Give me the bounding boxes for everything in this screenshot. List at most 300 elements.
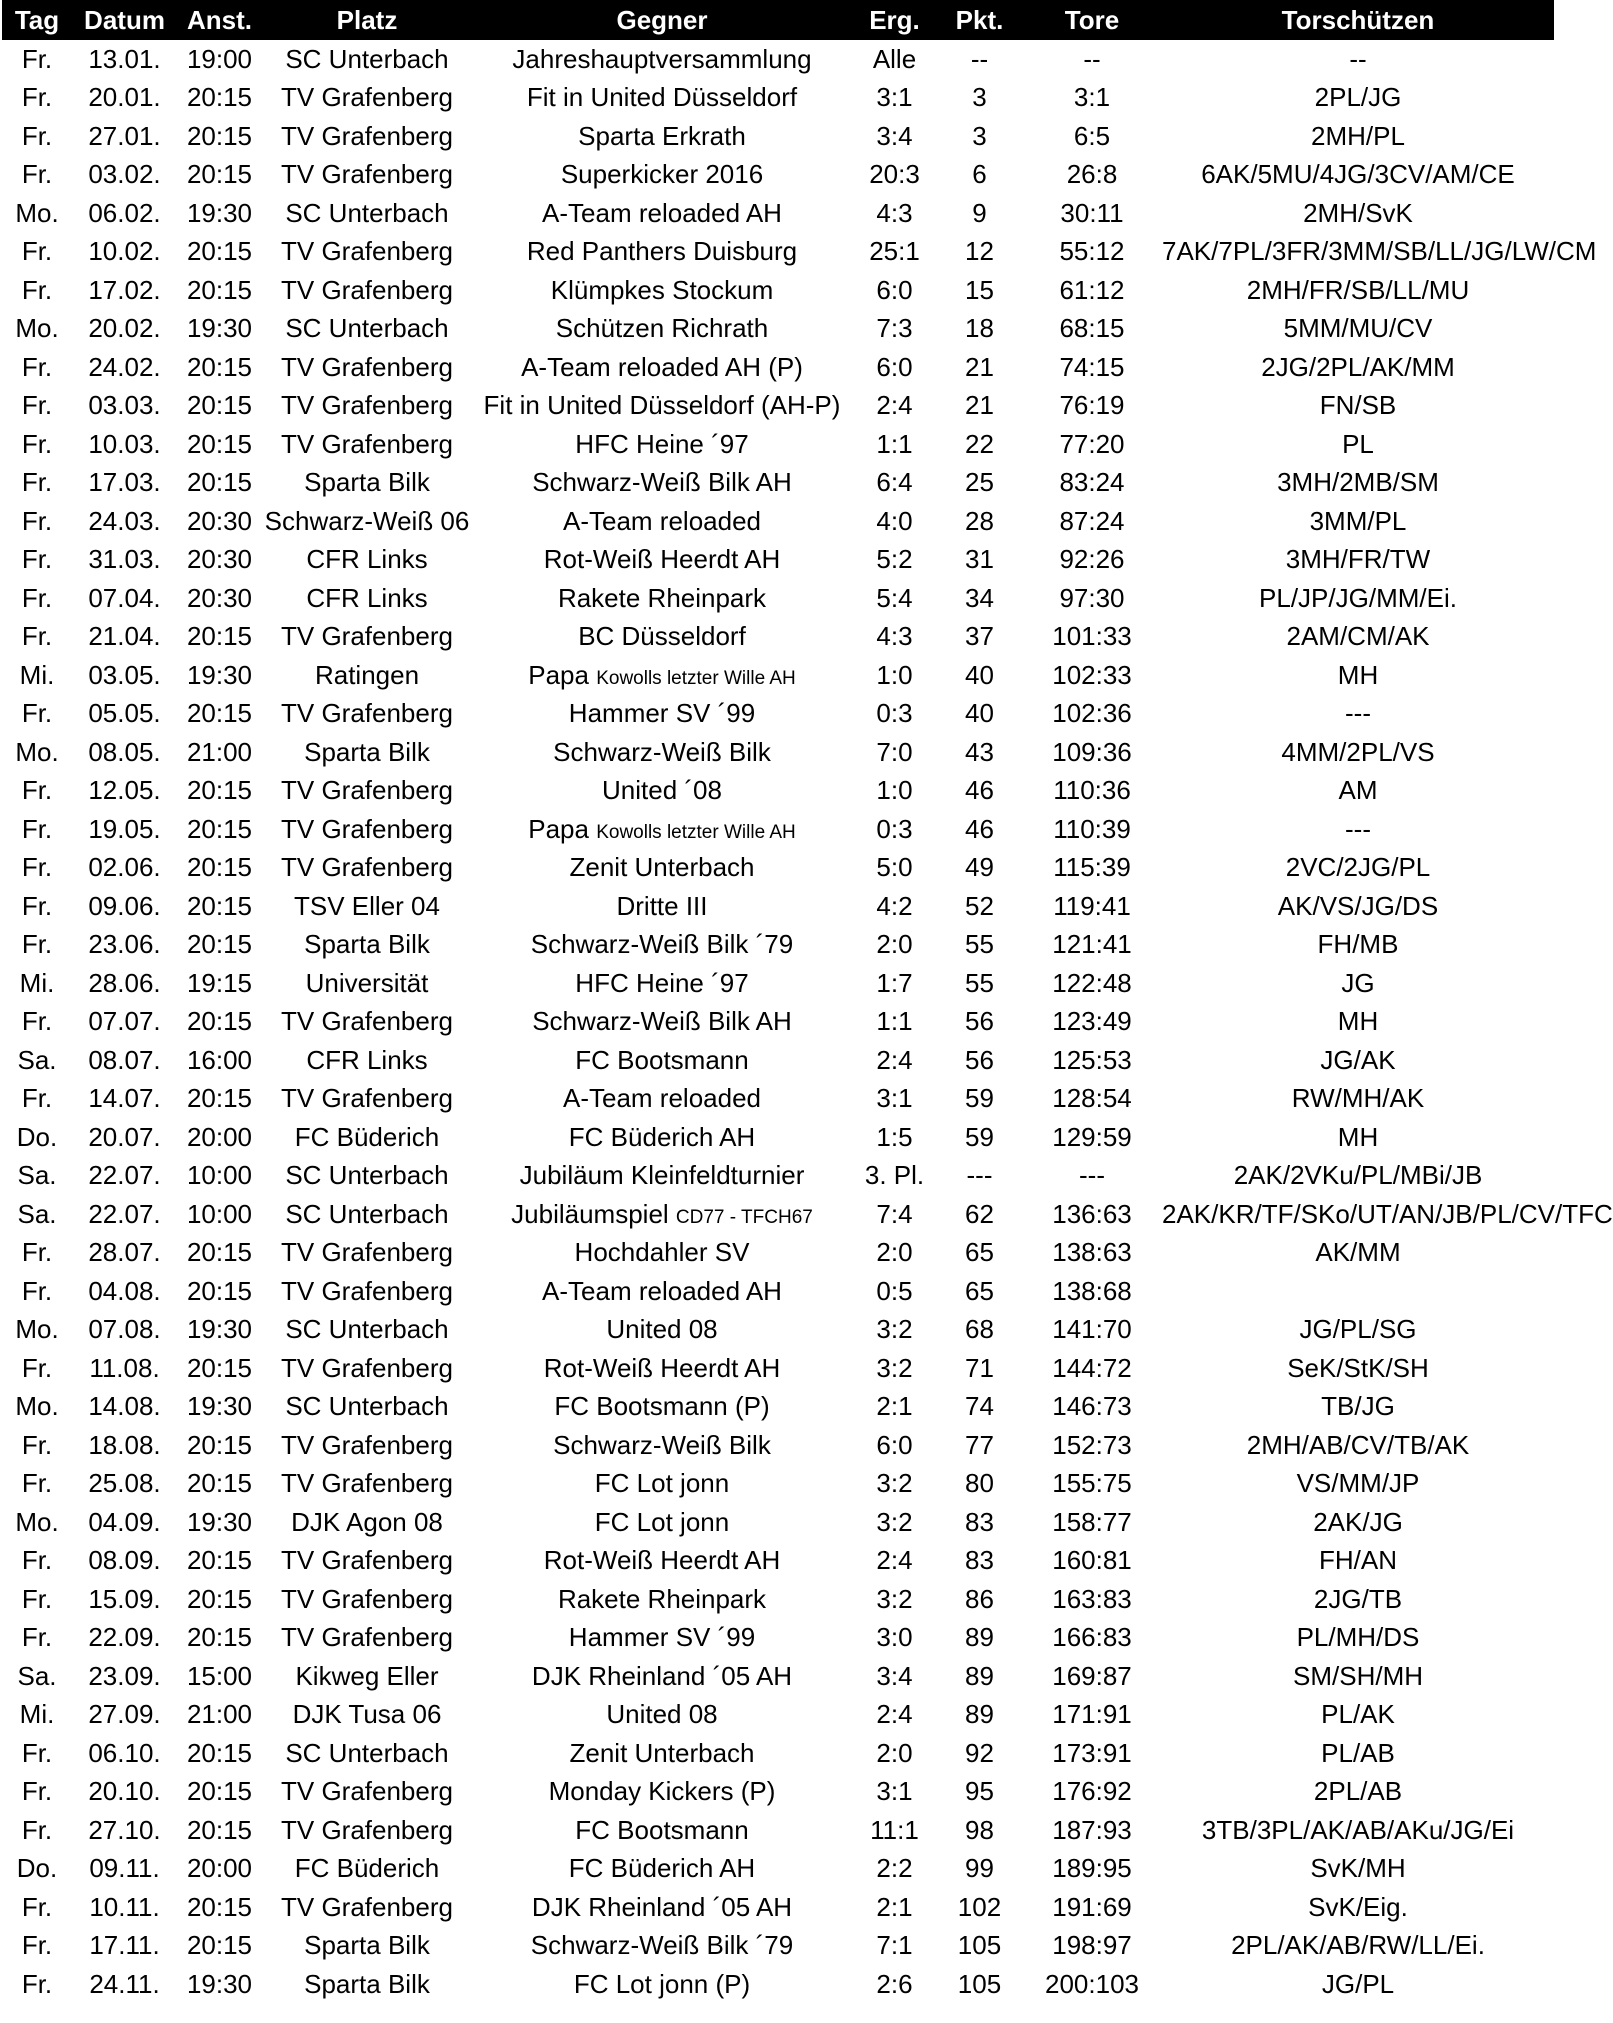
table-row <box>2 1157 1554 1196</box>
cell-datum: 31.03. <box>88 544 161 575</box>
cell-tore: 144:72 <box>1052 1352 1132 1383</box>
cell-tore: 138:68 <box>1052 1275 1132 1306</box>
cell-torschuetzen: 2PL/AB <box>1313 1776 1403 1807</box>
table-row <box>2 310 1554 349</box>
cell-erg: 5:2 <box>876 544 913 575</box>
cell-tore: 146:73 <box>1052 1391 1132 1422</box>
cell-anst: 20:15 <box>186 1083 253 1114</box>
cell-tag: Do. <box>16 1853 58 1884</box>
cell-torschuetzen: 5MM/MU/CV <box>1283 313 1433 344</box>
cell-platz: TV Grafenberg <box>281 1545 453 1576</box>
cell-gegner: Rakete Rheinpark <box>557 582 767 613</box>
cell-tag: Fr. <box>21 929 53 960</box>
cell-anst: 20:15 <box>186 82 253 113</box>
cell-datum: 02.06. <box>88 852 161 883</box>
cell-gegner: Schwarz-Weiß Bilk ´79 <box>530 1930 794 1961</box>
cell-tore: 101:33 <box>1052 621 1132 652</box>
cell-tore: 187:93 <box>1052 1814 1132 1845</box>
cell-pkt: 56 <box>965 1044 994 1075</box>
cell-tore: 110:36 <box>1053 775 1131 806</box>
cell-tore: 138:63 <box>1052 1237 1132 1268</box>
cell-platz: Schwarz-Weiß 06 <box>264 505 470 536</box>
cell-datum: 19.05. <box>88 813 161 844</box>
table-row <box>2 849 1554 888</box>
cell-tag: Fr. <box>21 1930 53 1961</box>
cell-torschuetzen: FN/SB <box>1319 390 1397 421</box>
cell-erg: 2:0 <box>876 1237 913 1268</box>
cell-erg: 2:4 <box>876 1699 913 1730</box>
gegner-small: Kowolls letzter Wille AH <box>596 821 796 843</box>
cell-torschuetzen: --- <box>1345 698 1371 729</box>
cell-platz: TSV Eller 04 <box>294 890 440 921</box>
cell-anst: 20:00 <box>186 1121 253 1152</box>
cell-erg: 3:2 <box>876 1583 913 1614</box>
cell-pkt: 6 <box>972 159 987 190</box>
table-row <box>2 964 1554 1003</box>
gegner-small: CD77 - TFCH67 <box>675 1206 813 1228</box>
cell-platz: SC Unterbach <box>285 1160 449 1191</box>
cell-platz: TV Grafenberg <box>281 1891 453 1922</box>
cell-tag: Fr. <box>21 1545 53 1576</box>
cell-platz: TV Grafenberg <box>281 1006 453 1037</box>
cell-gegner: Jubiläum Kleinfeldturnier <box>519 1160 805 1191</box>
cell-datum: 20.07. <box>88 1121 161 1152</box>
cell-pkt: 31 <box>965 544 994 575</box>
cell-tag: Fr. <box>21 621 53 652</box>
cell-gegner: FC Lot jonn (P) <box>573 1968 751 1999</box>
cell-erg: 6:0 <box>876 274 913 305</box>
cell-tag: Mo. <box>15 197 59 228</box>
cell-anst: 20:15 <box>186 929 253 960</box>
cell-platz: SC Unterbach <box>285 1391 449 1422</box>
cell-pkt: 18 <box>965 313 994 344</box>
cell-tag: Mi. <box>19 1699 55 1730</box>
cell-tag: Fr. <box>21 1468 53 1499</box>
cell-datum: 10.02. <box>88 236 161 267</box>
cell-erg: 7:3 <box>876 313 913 344</box>
cell-tore: 198:97 <box>1052 1930 1132 1961</box>
cell-torschuetzen: AK/MM <box>1315 1237 1401 1268</box>
cell-pkt: 92 <box>965 1737 994 1768</box>
cell-tag: Fr. <box>21 505 53 536</box>
cell-anst: 20:15 <box>186 1622 253 1653</box>
table-row <box>2 1272 1554 1311</box>
cell-tag: Fr. <box>21 159 53 190</box>
cell-anst: 20:15 <box>186 236 253 267</box>
cell-torschuetzen: 2AK/JG <box>1313 1506 1403 1537</box>
table-row <box>2 156 1554 195</box>
cell-erg: 2:0 <box>876 929 913 960</box>
table-row <box>2 1080 1554 1119</box>
cell-erg: 1:7 <box>876 967 913 998</box>
cell-erg: 3:2 <box>876 1352 913 1383</box>
cell-pkt: 22 <box>965 428 994 459</box>
cell-gegner: Zenit Unterbach <box>569 1737 755 1768</box>
cell-anst: 19:30 <box>186 1968 253 1999</box>
cell-erg: 5:0 <box>876 852 913 883</box>
cell-anst: 20:15 <box>186 1891 253 1922</box>
cell-torschuetzen: PL/AB <box>1321 1737 1395 1768</box>
cell-datum: 03.02. <box>88 159 161 190</box>
cell-pkt: 86 <box>965 1583 994 1614</box>
cell-torschuetzen: MH <box>1337 1006 1379 1037</box>
cell-tore: 74:15 <box>1059 351 1125 382</box>
cell-tore: 163:83 <box>1052 1583 1132 1614</box>
cell-platz: TV Grafenberg <box>281 1776 453 1807</box>
cell-platz: Universität <box>305 967 429 998</box>
table-row <box>2 425 1554 464</box>
cell-platz: SC Unterbach <box>285 1314 449 1345</box>
cell-torschuetzen: 2MH/FR/SB/LL/MU <box>1246 274 1470 305</box>
cell-anst: 19:00 <box>186 43 253 74</box>
cell-tore: 189:95 <box>1052 1853 1132 1884</box>
cell-erg: 3:2 <box>876 1506 913 1537</box>
cell-platz: TV Grafenberg <box>281 236 453 267</box>
cell-tag: Fr. <box>21 82 53 113</box>
cell-tore: 129:59 <box>1052 1121 1132 1152</box>
cell-gegner: FC Bootsmann <box>575 1814 749 1845</box>
cell-anst: 20:15 <box>186 621 253 652</box>
cell-platz: TV Grafenberg <box>281 852 453 883</box>
cell-tag: Mi. <box>19 659 55 690</box>
cell-erg: 2:6 <box>876 1968 913 1999</box>
cell-datum: 18.08. <box>88 1429 161 1460</box>
cell-pkt: 80 <box>965 1468 994 1499</box>
cell-datum: 03.05. <box>88 659 161 690</box>
cell-anst: 19:30 <box>186 659 253 690</box>
table-row <box>2 502 1554 541</box>
cell-torschuetzen: 2VC/2JG/PL <box>1285 852 1431 883</box>
cell-gegner: Zenit Unterbach <box>569 852 755 883</box>
header-row <box>2 0 1554 40</box>
cell-datum: 11.08. <box>89 1352 160 1383</box>
cell-tag: Fr. <box>21 236 53 267</box>
cell-datum: 25.08. <box>88 1468 161 1499</box>
cell-anst: 10:00 <box>186 1160 253 1191</box>
cell-erg: 3:2 <box>876 1468 913 1499</box>
cell-tore: 97:30 <box>1059 582 1125 613</box>
table-row <box>2 117 1554 156</box>
cell-platz: Sparta Bilk <box>304 467 430 498</box>
table-row <box>2 1811 1554 1850</box>
cell-tore: 77:20 <box>1059 428 1125 459</box>
cell-pkt: 46 <box>965 775 994 806</box>
cell-pkt: 25 <box>965 467 994 498</box>
table-row <box>2 79 1554 118</box>
cell-tag: Fr. <box>21 467 53 498</box>
cell-erg: 1:1 <box>876 1006 913 1037</box>
cell-anst: 20:15 <box>186 1930 253 1961</box>
cell-erg: 3:2 <box>876 1314 913 1345</box>
cell-gegner: Hammer SV ´99 <box>568 1622 756 1653</box>
cell-tag: Fr. <box>21 813 53 844</box>
cell-platz: TV Grafenberg <box>281 390 453 421</box>
cell-platz: TV Grafenberg <box>281 82 453 113</box>
cell-tag: Mi. <box>19 967 55 998</box>
cell-tag: Fr. <box>21 1776 53 1807</box>
cell-platz: TV Grafenberg <box>281 1237 453 1268</box>
table-row <box>2 271 1554 310</box>
gegner-main: Papa <box>528 659 589 690</box>
cell-gegner: Hammer SV ´99 <box>568 698 756 729</box>
cell-datum: 20.01. <box>88 82 161 113</box>
cell-torschuetzen: -- <box>1349 43 1367 74</box>
cell-datum: 17.03. <box>88 467 161 498</box>
cell-anst: 20:00 <box>186 1853 253 1884</box>
cell-platz: SC Unterbach <box>285 1737 449 1768</box>
cell-tag: Fr. <box>21 1583 53 1614</box>
cell-gegner: United 08 <box>606 1314 718 1345</box>
cell-gegner: A-Team reloaded AH (P) <box>521 351 803 382</box>
cell-datum: 17.11. <box>89 1930 160 1961</box>
cell-tag: Fr. <box>21 1891 53 1922</box>
cell-anst: 20:15 <box>186 1429 253 1460</box>
cell-anst: 19:30 <box>186 1391 253 1422</box>
cell-platz: DJK Agon 08 <box>291 1506 443 1537</box>
table-row <box>2 541 1554 580</box>
cell-tag: Fr. <box>21 698 53 729</box>
cell-torschuetzen: TB/JG <box>1321 1391 1395 1422</box>
cell-anst: 20:15 <box>186 159 253 190</box>
cell-pkt: 59 <box>965 1083 994 1114</box>
cell-platz: SC Unterbach <box>285 313 449 344</box>
cell-pkt: 102 <box>957 1891 1002 1922</box>
cell-torschuetzen: 2JG/TB <box>1313 1583 1403 1614</box>
cell-datum: 27.09. <box>88 1699 161 1730</box>
cell-pkt: 55 <box>965 929 994 960</box>
cell-datum: 08.09. <box>88 1545 161 1576</box>
gegner-main: Jubiläumspiel <box>511 1198 669 1229</box>
cell-erg: 20:3 <box>869 159 920 190</box>
cell-torschuetzen: PL <box>1342 428 1374 459</box>
cell-gegner <box>472 656 852 695</box>
cell-anst: 20:15 <box>186 351 253 382</box>
cell-datum: 21.04. <box>88 621 161 652</box>
table-row <box>2 1311 1554 1350</box>
table-row <box>2 1503 1554 1542</box>
table-row <box>2 233 1554 272</box>
cell-erg: 2:4 <box>876 390 913 421</box>
table-row <box>2 194 1554 233</box>
cell-torschuetzen: SvK/Eig. <box>1308 1891 1408 1922</box>
cell-pkt: 21 <box>965 390 994 421</box>
cell-pkt: 28 <box>965 505 994 536</box>
cell-tag: Fr. <box>21 43 53 74</box>
cell-platz: FC Büderich <box>294 1121 440 1152</box>
header-platz: Platz <box>336 4 398 35</box>
cell-anst: 20:15 <box>186 428 253 459</box>
cell-erg: 2:4 <box>876 1545 913 1576</box>
header-tore: Tore <box>1064 4 1120 35</box>
cell-datum: 28.07. <box>88 1237 161 1268</box>
cell-datum: 06.02. <box>88 197 161 228</box>
gegner-small: Kowolls letzter Wille AH <box>596 667 796 689</box>
cell-tore: 68:15 <box>1059 313 1125 344</box>
table-row <box>2 1888 1554 1927</box>
cell-gegner: A-Team reloaded AH <box>542 197 782 228</box>
cell-datum: 07.07. <box>88 1006 161 1037</box>
cell-tore: 166:83 <box>1052 1622 1132 1653</box>
cell-tag: Fr. <box>21 582 53 613</box>
cell-tore: 102:33 <box>1052 659 1132 690</box>
cell-anst: 20:15 <box>186 274 253 305</box>
cell-tore: 169:87 <box>1052 1660 1132 1691</box>
table-row <box>2 1349 1554 1388</box>
cell-tore: 92:26 <box>1059 544 1125 575</box>
cell-erg: 2:2 <box>876 1853 913 1884</box>
cell-tag: Fr. <box>21 1968 53 1999</box>
cell-tore: 123:49 <box>1052 1006 1132 1037</box>
cell-erg: 6:4 <box>876 467 913 498</box>
cell-pkt: 62 <box>965 1198 994 1229</box>
cell-platz: TV Grafenberg <box>281 1275 453 1306</box>
cell-gegner: DJK Rheinland ´05 AH <box>531 1891 793 1922</box>
cell-tag: Fr. <box>21 390 53 421</box>
cell-platz: CFR Links <box>306 582 428 613</box>
cell-gegner <box>472 1195 852 1234</box>
cell-pkt: -- <box>970 43 989 74</box>
cell-pkt: 3 <box>972 120 987 151</box>
cell-gegner: Hochdahler SV <box>574 1237 750 1268</box>
cell-erg: 3:0 <box>876 1622 913 1653</box>
cell-gegner: Schützen Richrath <box>555 313 769 344</box>
cell-anst: 20:30 <box>186 582 253 613</box>
cell-datum: 22.09. <box>88 1622 161 1653</box>
cell-datum: 27.10. <box>88 1814 161 1845</box>
cell-datum: 08.07. <box>88 1044 161 1075</box>
cell-tore: 115:39 <box>1053 852 1131 883</box>
cell-tag: Fr. <box>21 120 53 151</box>
cell-erg: 2:0 <box>876 1737 913 1768</box>
cell-erg: 4:3 <box>876 197 913 228</box>
cell-tore: --- <box>1079 1160 1105 1191</box>
cell-datum: 20.10. <box>88 1776 161 1807</box>
cell-tore: 125:53 <box>1052 1044 1132 1075</box>
cell-pkt: 65 <box>965 1237 994 1268</box>
cell-tag: Fr. <box>21 351 53 382</box>
cell-anst: 19:30 <box>186 313 253 344</box>
table-row <box>2 1734 1554 1773</box>
cell-datum: 06.10. <box>88 1737 161 1768</box>
cell-tag: Mo. <box>15 1506 59 1537</box>
cell-pkt: 105 <box>957 1930 1002 1961</box>
cell-gegner: BC Düsseldorf <box>578 621 746 652</box>
cell-torschuetzen: 2MH/AB/CV/TB/AK <box>1246 1429 1470 1460</box>
cell-torschuetzen: 7AK/7PL/3FR/3MM/SB/LL/JG/LW/CM <box>1162 236 1597 267</box>
cell-tag: Fr. <box>21 852 53 883</box>
cell-tore: 61:12 <box>1059 274 1125 305</box>
header-tag: Tag <box>14 4 60 35</box>
cell-tag: Fr. <box>21 1275 53 1306</box>
cell-tore: 109:36 <box>1052 736 1132 767</box>
cell-gegner: FC Bootsmann (P) <box>554 1391 770 1422</box>
cell-tore: 26:8 <box>1066 159 1118 190</box>
table-row <box>2 1580 1554 1619</box>
table-row <box>2 40 1554 79</box>
cell-torschuetzen: 6AK/5MU/4JG/3CV/AM/CE <box>1201 159 1515 190</box>
table-row <box>2 1234 1554 1273</box>
cell-torschuetzen: SeK/StK/SH <box>1287 1352 1429 1383</box>
table-row <box>2 1195 1554 1234</box>
cell-datum: 08.05. <box>88 736 161 767</box>
cell-tore: 76:19 <box>1059 390 1125 421</box>
cell-pkt: 65 <box>965 1275 994 1306</box>
cell-anst: 20:15 <box>186 1814 253 1845</box>
cell-pkt: 21 <box>965 351 994 382</box>
cell-platz: TV Grafenberg <box>281 1468 453 1499</box>
cell-gegner: Rot-Weiß Heerdt AH <box>543 1352 781 1383</box>
cell-pkt: 43 <box>965 736 994 767</box>
cell-tore: 3:1 <box>1073 82 1111 113</box>
cell-erg: 1:0 <box>876 775 913 806</box>
fixtures-body <box>2 40 1613 2004</box>
table-row <box>2 618 1554 657</box>
cell-pkt: 83 <box>965 1545 994 1576</box>
cell-tore: 136:63 <box>1052 1198 1132 1229</box>
cell-erg: 4:2 <box>876 890 913 921</box>
cell-tore: 141:70 <box>1052 1314 1132 1345</box>
cell-torschuetzen: 3TB/3PL/AK/AB/AKu/JG/Ei <box>1201 1814 1515 1845</box>
cell-torschuetzen: 2AK/KR/TF/SKo/UT/AN/JB/PL/CV/TFC <box>1162 1198 1613 1229</box>
cell-tag: Sa. <box>17 1160 57 1191</box>
cell-tag: Fr. <box>21 428 53 459</box>
cell-torschuetzen: JG/PL <box>1321 1968 1395 1999</box>
cell-torschuetzen: MH <box>1337 1121 1379 1152</box>
cell-erg: 6:0 <box>876 351 913 382</box>
cell-tag: Fr. <box>21 544 53 575</box>
cell-tag: Do. <box>16 1121 58 1152</box>
cell-datum: 10.03. <box>88 428 161 459</box>
cell-anst: 10:00 <box>186 1198 253 1229</box>
cell-datum: 09.06. <box>88 890 161 921</box>
cell-datum: 17.02. <box>88 274 161 305</box>
cell-anst: 21:00 <box>186 1699 253 1730</box>
cell-torschuetzen: PL/MH/DS <box>1296 1622 1420 1653</box>
cell-tag: Fr. <box>21 890 53 921</box>
cell-platz: SC Unterbach <box>285 1198 449 1229</box>
cell-tag: Fr. <box>21 1814 53 1845</box>
cell-gegner: United 08 <box>606 1699 718 1730</box>
table-row <box>2 733 1554 772</box>
table-row <box>2 387 1554 426</box>
table-row <box>2 579 1554 618</box>
cell-torschuetzen <box>1162 1272 1554 1311</box>
cell-platz: CFR Links <box>306 1044 428 1075</box>
cell-platz: TV Grafenberg <box>281 120 453 151</box>
cell-torschuetzen: 4MM/2PL/VS <box>1281 736 1435 767</box>
table-row <box>2 464 1554 503</box>
cell-torschuetzen: 2AM/CM/AK <box>1286 621 1430 652</box>
cell-erg: 1:1 <box>876 428 913 459</box>
cell-tore: 55:12 <box>1059 236 1125 267</box>
cell-platz: Kikweg Eller <box>295 1660 439 1691</box>
cell-gegner: Schwarz-Weiß Bilk ´79 <box>530 929 794 960</box>
cell-erg: 3:4 <box>876 1660 913 1691</box>
cell-pkt: --- <box>966 1160 993 1191</box>
cell-tag: Fr. <box>21 274 53 305</box>
cell-gegner: Sparta Erkrath <box>578 120 746 151</box>
table-row <box>2 1388 1554 1427</box>
cell-erg: 7:0 <box>876 736 913 767</box>
cell-pkt: 9 <box>972 197 987 228</box>
cell-anst: 20:15 <box>186 890 253 921</box>
cell-anst: 19:15 <box>186 967 253 998</box>
cell-anst: 20:15 <box>186 1352 253 1383</box>
table-row <box>2 1657 1554 1696</box>
cell-platz: TV Grafenberg <box>281 1814 453 1845</box>
cell-datum: 24.02. <box>88 351 161 382</box>
header-gegner: Gegner <box>616 4 708 35</box>
